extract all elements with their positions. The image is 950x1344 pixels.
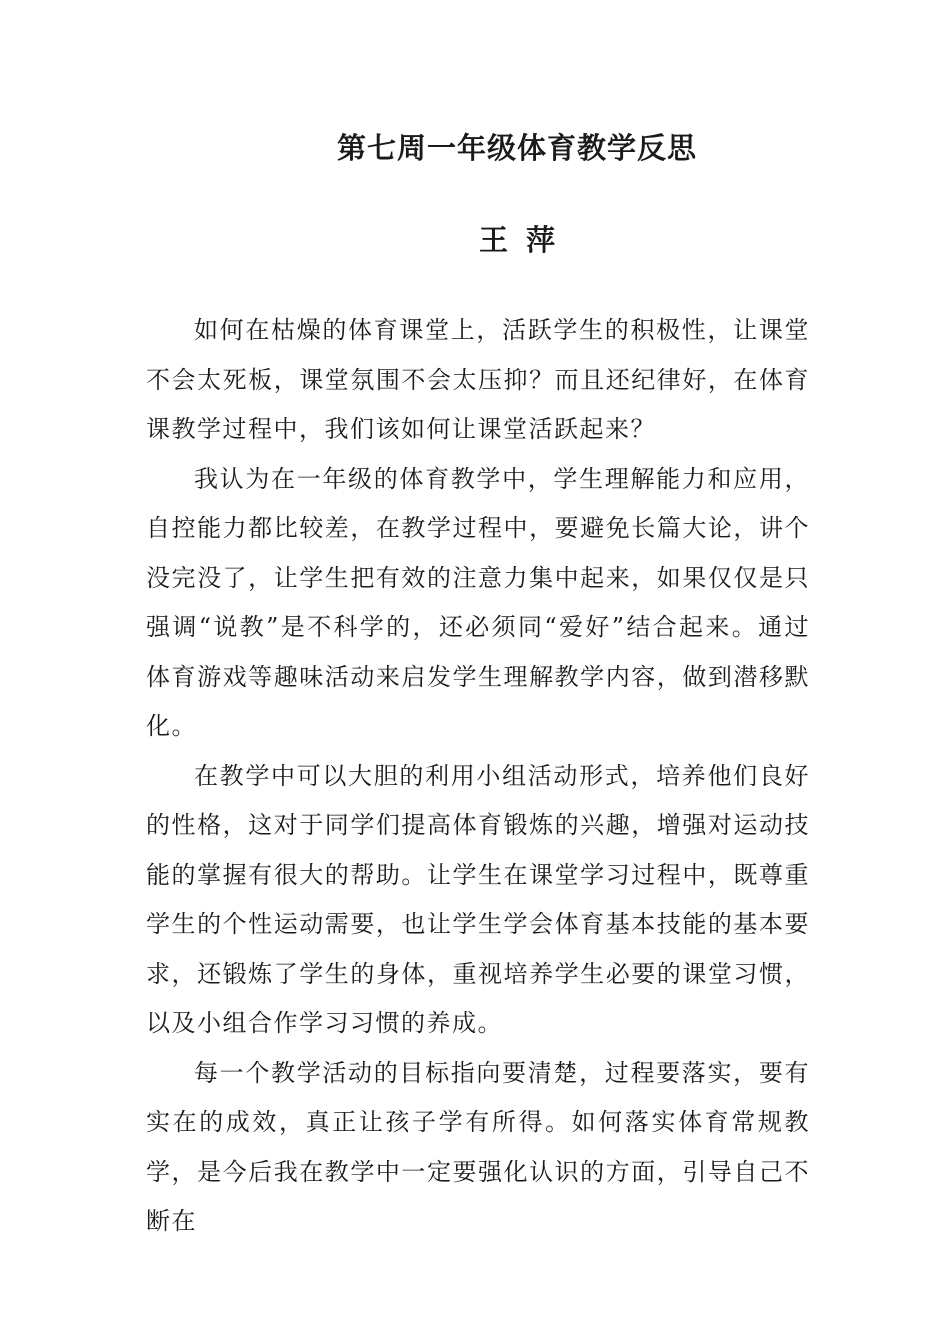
paragraph: 每一个教学活动的目标指向要清楚，过程要落实，要有实在的成效，真正让孩子学有所得。如何落实体育常规教学，是今后我在教学中一定要强化认识的方面，引导自己不断在: [146, 1058, 810, 1235]
paragraph: 在教学中可以大胆的利用小组活动形式，培养他们良好的性格，这对于同学们提高体育锻炼的兴趣，增强对运动技能的掌握有很大的帮助。让学生在课堂学习过程中，既尊重学生的个性运动需要，也让学生学会体育基本技能的基本要求，还锻炼了学生的身体，重视培养学生必要的课堂习惯，以及小组合作学习习惯的养成。: [146, 761, 810, 1037]
author-name: 王 萍: [478, 223, 556, 257]
paragraph: 如何在枯燥的体育课堂上，活跃学生的积极性，让课堂不会太死板，课堂氛围不会太压抑？而且还纪律好，在体育课教学过程中，我们该如何让课堂活跃起来？: [146, 316, 810, 443]
paragraph: 我认为在一年级的体育教学中，学生理解能力和应用，自控能力都比较差，在教学过程中，要避免长篇大论，讲个没完没了，让学生把有效的注意力集中起来，如果仅仅是只强调“说教”是不科学的，还必须同“爱好”结合起来。通过体育游戏等趣味活动来启发学生理解教学内容，做到潜移默化。: [146, 464, 810, 740]
document-body: [146, 306, 810, 1247]
document-title: 第七周一年级体育教学反思: [336, 131, 697, 165]
